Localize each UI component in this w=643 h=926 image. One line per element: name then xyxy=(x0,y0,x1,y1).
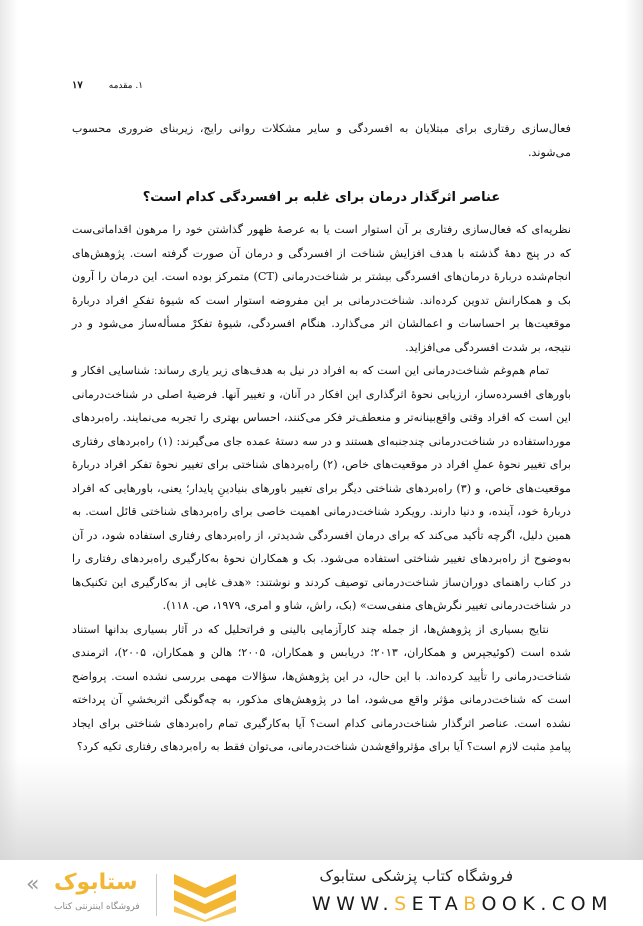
page-number: ۱۷ xyxy=(72,80,83,91)
paragraph-1: نظریه‌ای که فعال‌سازی رفتاری بر آن استوار است یا به عرصهٔ ظهور گذاشتن خود را مرهون اقداماتی‌ست که در پنج دههٔ گذشته با هدف افزایش شناخت از افسردگی و درمان آن صورت گرفته است. پژوهش‌های انجام‌شده دربارهٔ درمان‌های افسردگی بیشتر بر شناخت‌درمانی (CT) متمرکز بوده است. این درمان را آرون بک و همکارانش تدوین کرده‌اند. شناخت‌درمانی بر این مفروضه استوار است که شیوهٔ تفکرِ افراد دربارهٔ موقعیت‌ها بر احساسات و اعمالشان اثر می‌گذارد. هنگام افسردگی، شیوهٔ تفکرْ مسأله‌ساز می‌شود و در نتیجه، بر شدت افسردگی می‌افزاید. xyxy=(72,223,571,354)
chapter-title: ۱. مقدمه xyxy=(108,80,144,91)
double-chevron-icon: « xyxy=(26,872,40,897)
store-name: فروشگاه کتاب پزشکی ستابوک xyxy=(319,867,513,885)
section-heading: عناصر اثرگذار درمان برای غلبه بر افسردگی کدام است؟ xyxy=(142,190,501,205)
logo-subtitle: فروشگاه اینترنتی کتاب xyxy=(54,902,140,912)
body-text xyxy=(72,218,571,759)
running-head xyxy=(72,80,143,91)
url-prefix: WWW. xyxy=(311,893,395,915)
paragraph-2: تمام هم‌وغم شناخت‌درمانی این است که به افراد در نیل به هدف‌های زیر یاری رساند: شناسایی افکار و باورهای افسرده‌ساز، ارزیابی نحوهٔ اثرگذاری این افکار در آنان، و تغییر آنها. فرضیهٔ اصلی در شناخت‌درمانی این است که افراد وقتی واقع‌بینانه‌تر و منعطف‌تر فکر می‌کنند، احساس بهتری را تجربه می‌نمایند. راه‌بردهای مورداستفاده در شناخت‌درمانی چندجنبه‌ای هستند و در سه دستهٔ عمده جای می‌گیرند: (۱) راه‌بردهای رفتاری برای تغییر نحوهٔ عملِ افراد در موقعیت‌های خاص، (۲) راه‌بردهای شناختی برای تغییر نحوهٔ تفکر افراد دربارهٔ موقعیت‌های خاص، و (۳) راه‌بردهای شناختی دیگر برای تغییر باورهای بنیادینِ پایدار؛ یعنی، باورهایی که افراد دربارهٔ خود، آینده، و دنیا دارند. رویکرد شناخت‌درمانی اهمیت خاصی برای راه‌بردهای شناختی قائل است. به همین دلیل، اگرچه تأکید می‌کند که برای درمان افسردگی شدیدتر، از راه‌بردهای رفتاری استفاده شود، در آن به‌وضوح از راه‌بردهای تغییر شناختی استفاده می‌شود. بک و همکاران نحوهٔ به‌کارگیری راه‌بردهای رفتاری را در کتاب راهنمای دوران‌ساز شناخت‌درمانی توصیف کردند و نوشتند: «هدف غایی از به‌کارگیری این تکنیک‌ها در شناخت‌درمانی تغییر نگرش‌های منفی‌ست» (بک، راش، شاو و امری، ۱۹۷۹، ص. ۱۱۸). xyxy=(72,364,571,612)
url-accent-s: S xyxy=(394,893,412,915)
url-suffix: OOK.COM xyxy=(481,893,613,915)
intro-paragraph-block xyxy=(72,117,571,164)
store-url-link[interactable] xyxy=(312,893,613,915)
url-accent-b: B xyxy=(463,893,482,915)
logo-divider xyxy=(156,874,157,916)
intro-paragraph: فعال‌سازی رفتاری برای مبتلایان به افسردگی و سایر مشکلات روانی رایج، زیربنای ضروری محسوب می‌شوند. xyxy=(72,122,571,159)
paragraph-3: نتایج بسیاری از پژوهش‌ها، از جمله چند کارآزمایی بالینی و فراتحلیل که در آثار بسیاری بدانها استناد شده است (کوئیجپرس و همکاران، ۲۰۱۳؛ دریابس و همکاران، ۲۰۰۵؛ هالن و همکاران، ۲۰۰۵)، اثرمندی شناخت‌درمانی را تأیید کرده‌اند. با این حال، در این پژوهش‌ها، سؤالات مهمی بررسی نشده است. پرواضح است که شناخت‌درمانی مؤثر واقع می‌شود، اما در پژوهش‌های مذکور، به چه‌گونگی اثربخشیِ آن پرداخته نشده است. عناصر اثرگذار شناخت‌درمانی کدام است؟ آیا به‌کارگیری تمام راه‌بردهای شناختی برای ایجاد پیامدِ مثبت لازم است؟ آیا برای مؤثرواقع‌شدن شناخت‌درمانی، می‌توان فقط به راه‌بردهای رفتاری تکیه کرد؟ xyxy=(72,622,571,753)
stacked-chevron-logo-icon xyxy=(170,870,240,922)
store-footer-banner xyxy=(0,860,643,926)
logo-wordmark: ستابوک xyxy=(54,870,138,895)
url-middle: ETA xyxy=(411,893,464,915)
store-logo[interactable] xyxy=(24,866,254,924)
